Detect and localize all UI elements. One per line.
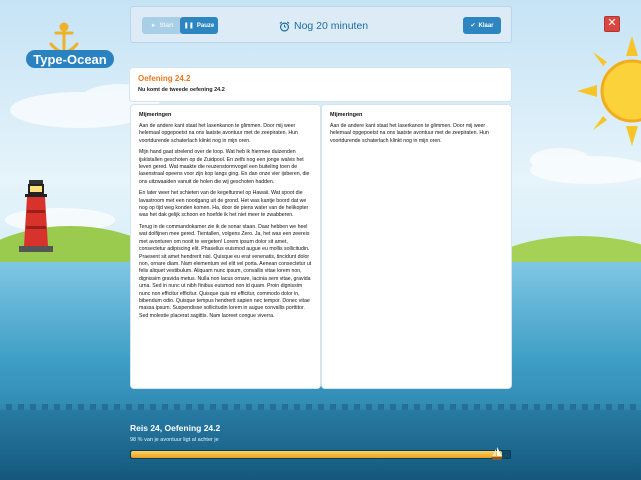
sun-icon bbox=[577, 36, 641, 146]
exercise-header bbox=[130, 68, 511, 101]
ready-button[interactable] bbox=[463, 17, 501, 34]
source-paragraph: En later weer het schieten van de kegeltunnel op Hawaii. Wat spoot die lavastroom met een noodgang uit de grond. Het was kantje boord dat we nog op tijd weg konden komen. Ha, door de piens water van de helikopter was het dak gelijk schoon en hoefde ik het niet meer te zwabberen. bbox=[139, 190, 309, 219]
close-button[interactable] bbox=[604, 16, 620, 32]
type-ocean-logo bbox=[24, 22, 116, 74]
timer-text: Nog 20 minuten bbox=[294, 20, 369, 32]
exercise-title: Oefening 24.2 bbox=[138, 74, 191, 83]
source-text-panel bbox=[131, 105, 320, 388]
alarm-clock-icon bbox=[279, 21, 290, 32]
source-paragraph: Mijn hand gaat strelend over de loop. Wat heb ik hiermee duizenden ijsklstallen geschoten op de Zuidpool. En zelfs nog een jonge walvis het leven gered. Wat maakte die reuzenstormvogel een buiteling toen de lasenstraal opeens voor zijn kop langs ging. En dan onze vier ijsberen, die ons uitzwaaiden vanuit de holen die wij geschoten hadden. bbox=[139, 149, 310, 185]
play-icon: ► bbox=[150, 22, 157, 29]
bottom-status-bar bbox=[0, 404, 641, 480]
source-paragraph: Terug in de commandokamer zie ik de sonar staan. Daar hebben we heel wat dolfijnen mee gered. Tientallen, volgens Zero. Ja, het was een zeereis met avonturen om nooit te vergeten! Lorem ipsum dolor sit amet, consectetur adipiscing elit. Phasellus euismod augue eu mollis sollicitudin. Praesent sit amet hendrerit nisl. Quisque eu erat venenatis, tincidunt dolor non, ornare diam. Nam elementum vel elit vel porta. Aenean consectetur ut felis aliquet vestibulum. Aliquam nunc ipsum, convallis vitae lorem non, dignissim gravida metus. Nulla non lacus ornare, lacinia sem vitae, gravida urna. Sed in nunc ut nibh finibus euismod non id quam. Proin dignissim nunc non efficitur efficitur. Quisque quis mi efficitur, commodo dolor in, bibendum odio. Quisque tempus hendrerit sapien nec tempor. Donec vitae massa ipsum. Suspendisse sollicitudin lorem in augue convallis porttitor. Sed molestie placerat sagittis. Nam laoreet congue viverra. bbox=[139, 223, 312, 319]
source-text-heading: Mijmeringen bbox=[139, 112, 172, 118]
pause-button-label: Pauze bbox=[196, 22, 215, 29]
ready-button-label: Klaar bbox=[478, 22, 494, 29]
progress-bar bbox=[130, 450, 511, 459]
boat-marker-icon bbox=[491, 447, 503, 461]
typed-text-heading: Mijmeringen bbox=[330, 112, 363, 118]
journey-title: Reis 24, Oefening 24.2 bbox=[130, 423, 221, 433]
start-button-label: Start bbox=[159, 22, 174, 29]
source-paragraph: Aan de andere kant staat het lasenkanon te glimmen. Door mij weer helemaal opgepoetst na ons laatste avontuur met de zeepiraten. Hun voortdurende schaterlach klinkt nog in mijn oren. bbox=[139, 123, 298, 144]
progress-bar-fill bbox=[131, 451, 502, 458]
checkmark-icon: ✔ bbox=[470, 23, 476, 29]
start-button[interactable] bbox=[142, 17, 182, 34]
svg-text:Type-Ocean: Type-Ocean bbox=[33, 52, 107, 67]
pause-button[interactable] bbox=[180, 17, 218, 34]
typed-paragraph: Aan de andere kant staat het laserkanon te glimmen. Door mij weer helemaal opgepoetst na ons laatste avontuur met de zeepiraten. Hun voortdurende schaterlach klinkt nog in mijn oren. bbox=[330, 123, 489, 144]
close-icon: ✕ bbox=[607, 17, 617, 29]
time-remaining bbox=[279, 18, 368, 34]
typing-panel[interactable] bbox=[322, 105, 511, 388]
progress-text: 98 % van je avontuur ligt al achter je bbox=[130, 437, 219, 443]
exercise-subtitle: Nu komt de tweede oefening 24.2 bbox=[138, 87, 225, 93]
pause-icon: ❚❚ bbox=[183, 23, 194, 29]
lighthouse-icon bbox=[15, 180, 57, 252]
top-toolbar bbox=[130, 6, 512, 43]
